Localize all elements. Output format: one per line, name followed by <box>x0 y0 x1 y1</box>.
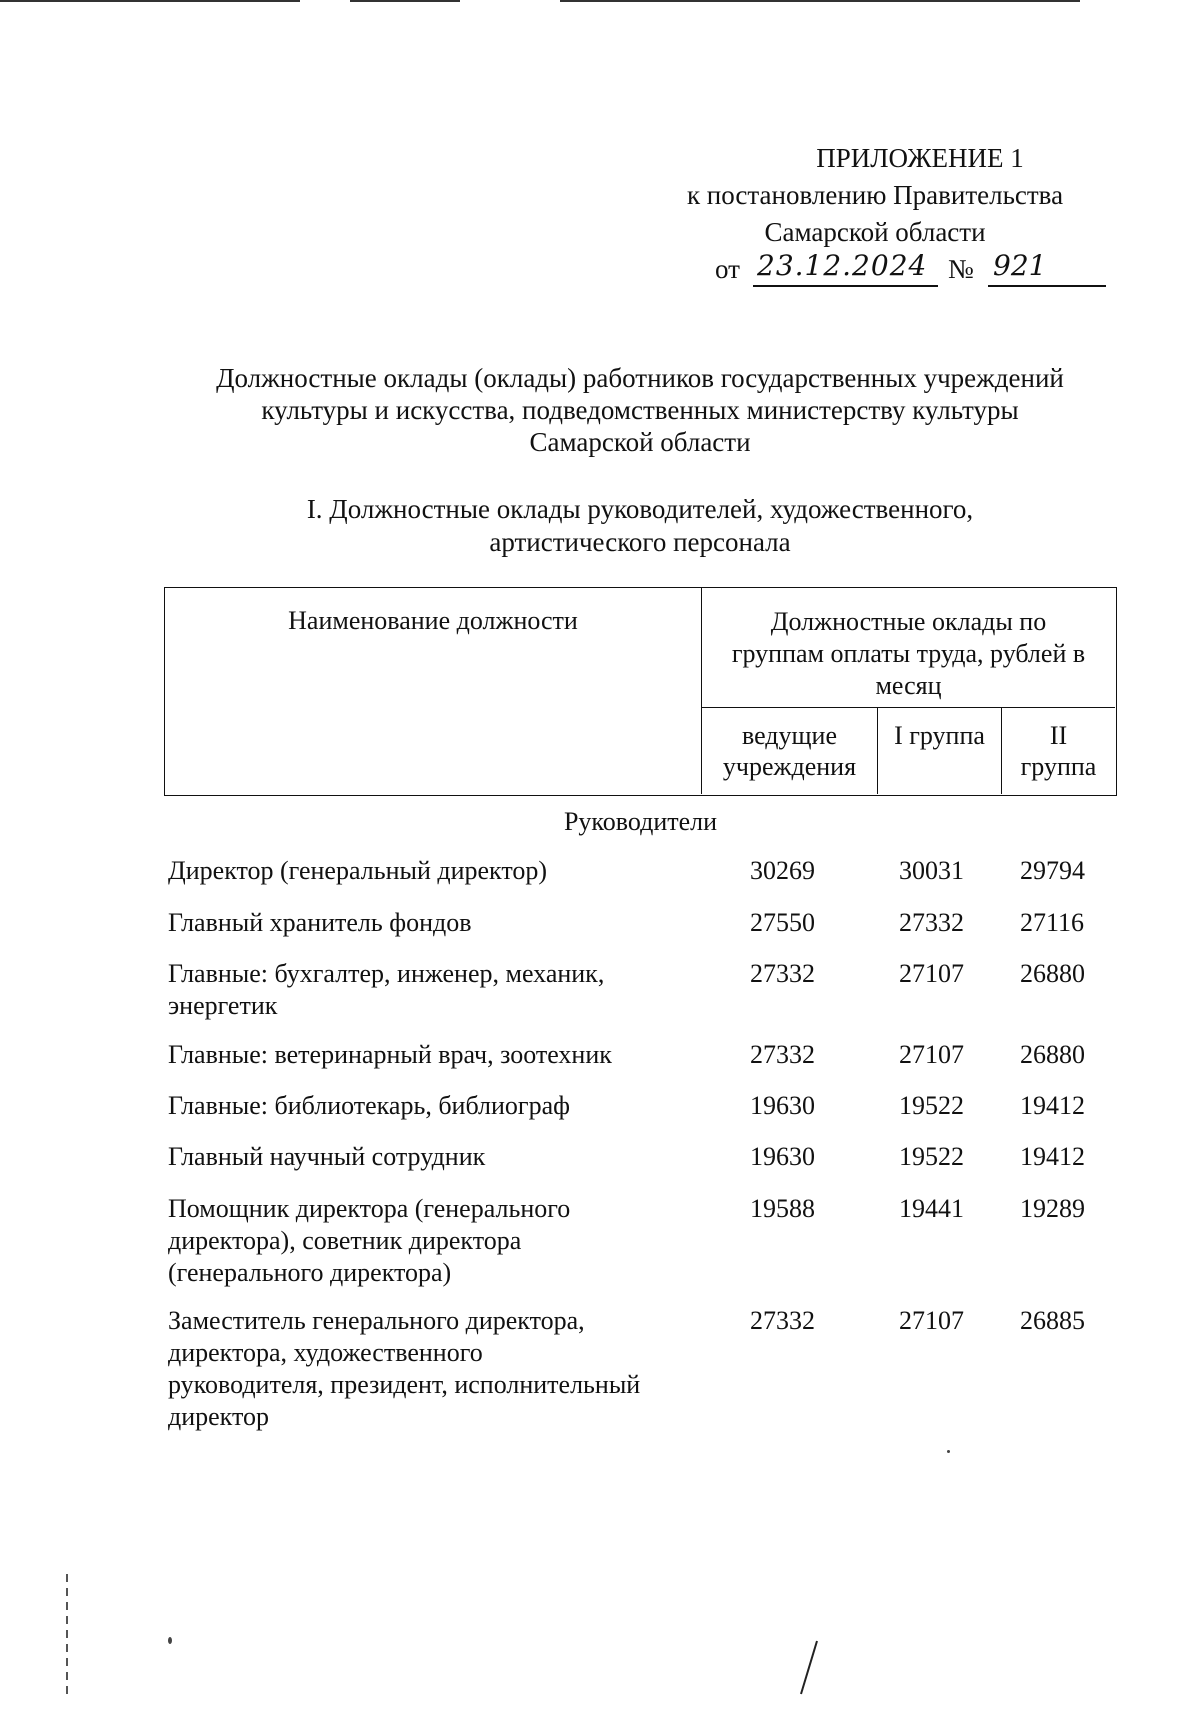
salary-group-2: 26880 <box>1020 1040 1085 1069</box>
salary-group-1: 27332 <box>899 908 964 937</box>
section-title-line: артистического персонала <box>489 527 791 557</box>
salary-group-2: 19412 <box>1020 1142 1085 1171</box>
position-name-line: директора, художественного <box>168 1338 483 1367</box>
scan-margin-artifact <box>66 1574 68 1694</box>
salary-group-1: 27107 <box>899 1040 964 1069</box>
salary-group-1: 19522 <box>899 1142 964 1171</box>
document-title <box>150 362 1130 458</box>
salary-group-2: 27116 <box>1020 908 1085 937</box>
section-title-line: I. Должностные оклады руководителей, художественного, <box>306 494 974 524</box>
salary-group-1: 30031 <box>899 856 964 885</box>
salary-leading: 19630 <box>750 1091 815 1120</box>
position-name-line: руководителя, президент, исполнительный <box>168 1370 641 1399</box>
salary-leading: 27332 <box>750 959 815 988</box>
position-name-line: энергетик <box>168 991 278 1020</box>
position-name-line: директора), советник директора <box>168 1226 522 1255</box>
salary-leading: 27332 <box>750 1306 815 1335</box>
header-line: месяц <box>875 671 942 700</box>
header-group-2 <box>1002 708 1115 794</box>
appendix-title: ПРИЛОЖЕНИЕ 1 <box>816 143 1024 173</box>
header-line: ведущие <box>741 721 838 750</box>
position-name-line: Директор (генеральный директор) <box>168 856 548 885</box>
position-name-line: Помощник директора (генерального <box>168 1194 571 1223</box>
scan-edge-artifact <box>0 0 1200 3</box>
position-name <box>168 1141 708 1173</box>
salary-group-1: 27107 <box>899 959 964 988</box>
header-position-name: Наименование должности <box>165 588 702 794</box>
salary-leading: 19588 <box>750 1194 815 1223</box>
date-prefix: от <box>715 254 740 284</box>
position-name <box>168 1090 708 1122</box>
position-name <box>168 907 708 939</box>
position-name-line: Главные: бухгалтер, инженер, механик, <box>168 959 605 988</box>
header-group-1: I группа <box>878 708 1002 794</box>
number-sign: № <box>948 254 974 284</box>
header-salary-groups <box>702 588 1115 708</box>
handwritten-date: 23.12.2024 <box>757 249 928 282</box>
position-name-line: Главные: библиотекарь, библиограф <box>168 1091 570 1120</box>
scan-speck <box>947 1450 950 1453</box>
date-underline <box>753 285 938 287</box>
document-title-line: Самарской области <box>529 427 751 457</box>
position-name <box>168 855 708 887</box>
position-name <box>168 1193 708 1289</box>
salary-group-2: 29794 <box>1020 856 1085 885</box>
salary-leading: 27550 <box>750 908 815 937</box>
position-name-line: Главные: ветеринарный врач, зоотехник <box>168 1040 612 1069</box>
scan-speck <box>168 1637 172 1644</box>
table-header <box>164 587 1117 796</box>
document-title-line: культуры и искусства, подведомственных министерству культуры <box>261 395 1019 425</box>
position-name <box>168 958 708 1022</box>
appendix-header <box>645 140 1105 291</box>
salary-group-2: 26885 <box>1020 1306 1085 1335</box>
position-name-line: (генерального директора) <box>168 1258 452 1287</box>
header-line: группа <box>1020 752 1097 781</box>
header-line: Должностные оклады по <box>770 607 1047 636</box>
pen-mark <box>795 1638 825 1698</box>
header-line: II <box>1049 721 1068 750</box>
header-leading-institutions <box>702 708 878 794</box>
header-line: учреждения <box>722 752 857 781</box>
salary-group-2: 19289 <box>1020 1194 1085 1223</box>
salary-group-2: 19412 <box>1020 1091 1085 1120</box>
position-name-line: Главный хранитель фондов <box>168 908 472 937</box>
salary-group-1: 19441 <box>899 1194 964 1223</box>
salary-leading: 30269 <box>750 856 815 885</box>
number-underline <box>988 285 1106 287</box>
date-number-line <box>645 251 1105 291</box>
salary-leading: 19630 <box>750 1142 815 1171</box>
appendix-line-2: Самарской области <box>764 217 986 247</box>
position-name-line: Заместитель генерального директора, <box>168 1306 585 1335</box>
header-line: группам оплаты труда, рублей в <box>731 639 1086 668</box>
salary-group-1: 27107 <box>899 1306 964 1335</box>
handwritten-number: 921 <box>993 249 1047 282</box>
position-name-line: Главный научный сотрудник <box>168 1142 486 1171</box>
section-title <box>150 493 1130 559</box>
salary-group-2: 26880 <box>1020 959 1085 988</box>
appendix-line-1: к постановлению Правительства <box>686 180 1064 210</box>
category-heading: Руководители <box>563 807 718 836</box>
document-title-line: Должностные оклады (оклады) работников государственных учреждений <box>216 363 1064 393</box>
position-name <box>168 1039 708 1071</box>
position-name <box>168 1305 708 1433</box>
salary-group-1: 19522 <box>899 1091 964 1120</box>
salary-leading: 27332 <box>750 1040 815 1069</box>
position-name-line: директор <box>168 1402 269 1431</box>
